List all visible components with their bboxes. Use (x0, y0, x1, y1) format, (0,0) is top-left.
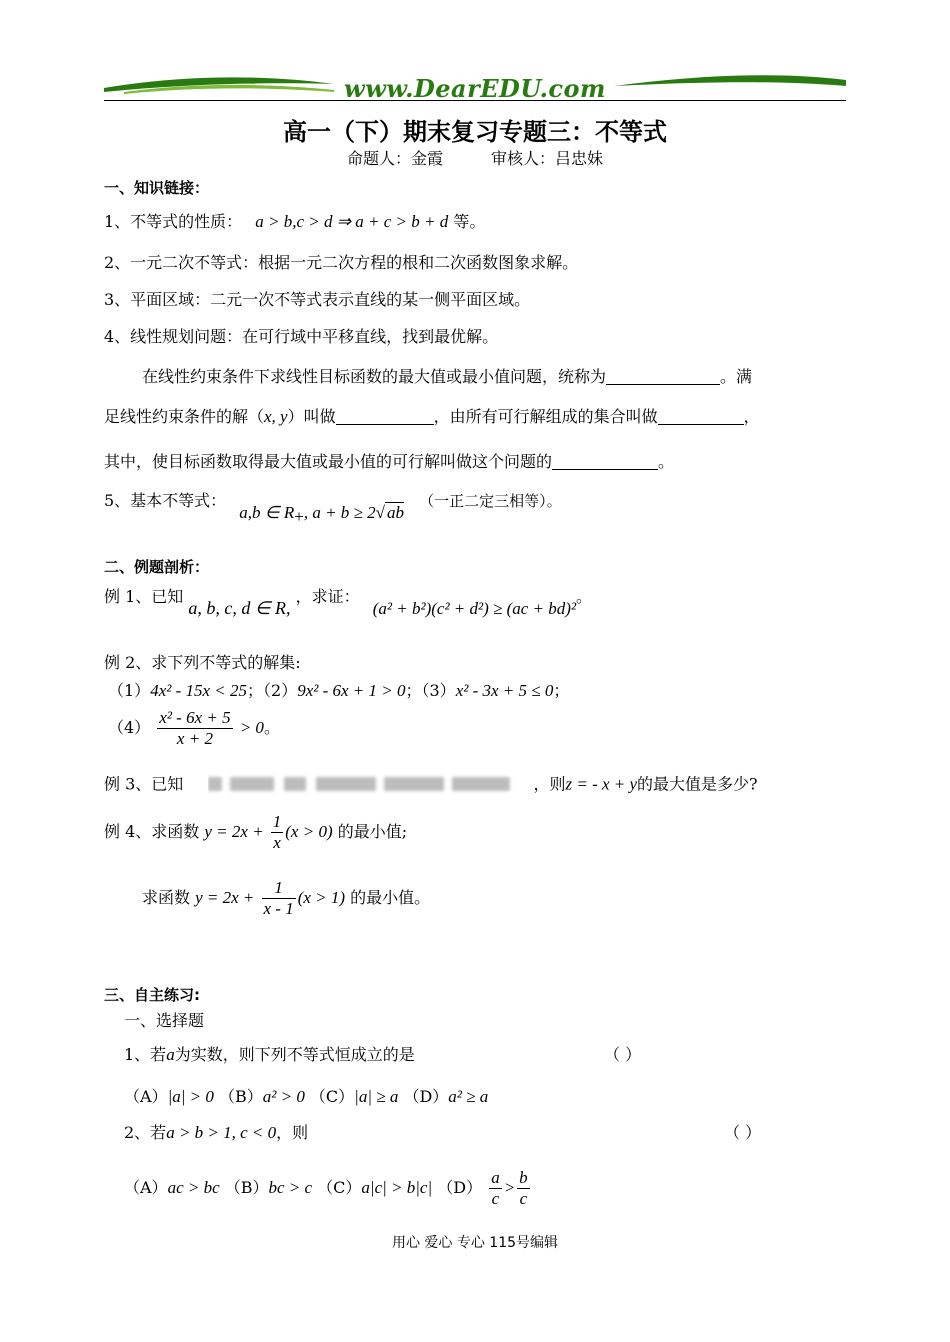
item-1-math: a > b,c > d ⇒ a + c > b + d (255, 212, 449, 231)
para-b: 足线性约束条件的解（x, y）叫做 ，由所有可行解组成的集合叫做 ， (104, 407, 760, 426)
item-2: 2、一元二次不等式：根据一元二次方程的根和二次函数图象求解。 (104, 253, 579, 272)
example-1: 例 1、已知 a, b, c, d ∈ R, ，求证： (a² + b²)(c² + d²) ≥ (ac + bd)²。 (104, 587, 593, 618)
blank-3 (658, 408, 744, 425)
header-rule (104, 100, 846, 101)
blurred-constraints-image (208, 771, 528, 799)
example-4b: 求函数 y = 2x + $\frac{1}{x - 1}$ (x > 1) 的最小值。 (142, 878, 431, 918)
para-c: 其中，使目标函数取得最大值或最小值的可行解叫做这个问题的 。 (104, 452, 675, 471)
fraction: $\frac{b}{c}$ (519, 1168, 528, 1208)
question-2: 2、若a > b > 1, c < 0，则 (124, 1123, 309, 1142)
section-heading-1: 一、知识链接： (104, 179, 210, 197)
blank-2 (336, 408, 434, 425)
sqrt-icon: √ (375, 503, 385, 522)
author: 命题人：金霞 (346, 149, 443, 168)
reviewer: 审核人：吕忠妹 (491, 149, 604, 168)
blank-1 (606, 368, 720, 385)
subsection-choice: 一、选择题 (124, 1011, 205, 1030)
para-a: 在线性约束条件下求线性目标函数的最大值或最小值问题，统称为 。满 (142, 367, 753, 386)
question-2-options: （A）ac > bc （B）bc > c （C）a|c| > b|c| （D） $\frac{a}{c}$ > $\frac{b}{c}$ (124, 1168, 528, 1208)
example-4: 例 4、求函数 y = 2x + $\frac{1}{x}$ (x > 0) 的最小值; (104, 812, 408, 852)
fraction: $\frac{\text{x² - 6x + 5}}{x + 2}$ (159, 708, 231, 748)
blank-4 (552, 453, 658, 470)
section-heading-3: 三、自主练习: (104, 986, 200, 1004)
example-2-part-4: （4） $\frac{\text{x² - 6x + 5}}{x + 2}$ > 0。 (108, 708, 280, 748)
fraction: $\frac{1}{x}$ (272, 812, 282, 852)
item-4: 4、线性规划问题：在可行域中平移直线，找到最优解。 (104, 327, 499, 346)
site-banner (104, 70, 846, 104)
item-5-math: a,b ∈ $R_+$, a + b ≥ 2√ ab (239, 503, 404, 526)
question-1-options: （A）|a| > 0 （B）a² > 0 （C）|a| ≥ a （D）a² ≥ a (124, 1087, 489, 1106)
item-5: 5、基本不等式： a,b ∈ $R_+$, a + b ≥ 2√ ab （一正二定三相等）。 (104, 491, 562, 526)
example-2-parts: （1）4x² - 15x < 25；（2）9x² - 6x + 1 > 0；（3）x² - 3x + 5 ≤ 0； (108, 681, 570, 700)
authors-line (0, 146, 950, 169)
item-1: 1、不等式的性质： a > b,c > d ⇒ a + c > b + d 等。 (104, 212, 486, 231)
question-2-answer-slot: （ ） (724, 1123, 762, 1142)
site-url: www.DearEDU.com (344, 74, 606, 103)
example-3: 例 3、已知 ，则z = - x + y的最大值是多少? (104, 771, 758, 799)
page-title: 高一（下）期末复习专题三：不等式 (283, 118, 667, 146)
page-footer: 用心 爱心 专心 115号编辑 (391, 1235, 559, 1251)
section-heading-2: 二、例题剖析： (104, 558, 210, 576)
question-1: 1、若a为实数，则下列不等式恒成立的是 (124, 1045, 415, 1064)
fraction: $\frac{a}{c}$ (491, 1168, 500, 1208)
question-1-answer-slot: （ ） (604, 1045, 642, 1064)
fraction: $\frac{1}{x - 1}$ (263, 878, 294, 918)
example-2: 例 2、求下列不等式的解集: (104, 653, 301, 672)
item-3: 3、平面区域：二元一次不等式表示直线的某一侧平面区域。 (104, 290, 531, 309)
